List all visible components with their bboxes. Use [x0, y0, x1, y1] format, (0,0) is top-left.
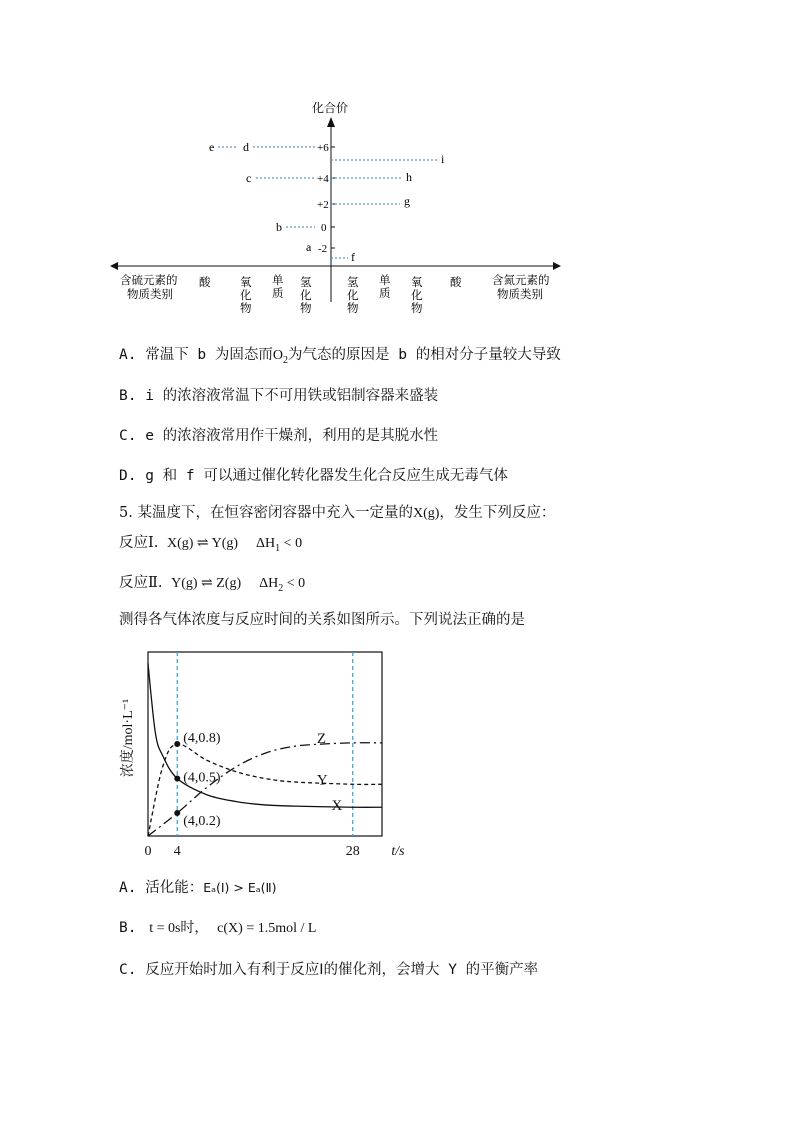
- label-e: e: [209, 140, 215, 154]
- annotation-1: (4,0.8): [183, 731, 221, 746]
- series-x-label: X: [331, 797, 343, 814]
- marked-point-2: [174, 776, 180, 782]
- label-b: b: [276, 220, 282, 234]
- tick-minus2: -2: [318, 243, 328, 255]
- category-s-oxide-1: 氧: [240, 277, 252, 289]
- left-axis-arrow: [110, 262, 118, 270]
- label-g: g: [404, 194, 410, 208]
- category-n-hydride-2: 化: [347, 290, 359, 302]
- category-s-element-2: 质: [272, 288, 284, 300]
- label-f: f: [351, 250, 355, 264]
- option-5a: [119, 878, 277, 898]
- option-1a-pre: A. 常温下 b 为固态而: [119, 347, 273, 363]
- category-s-hydride-2: 化: [300, 290, 312, 302]
- valence-diagram: [0, 0, 794, 330]
- reaction-1-equation: X(g) ⇌ Y(g) $\Delta H_1 < 0$: [166, 536, 303, 554]
- option-5a-formula: Eₐ(Ⅰ) > Eₐ(Ⅱ): [203, 880, 277, 895]
- reaction-1: [119, 533, 302, 559]
- label-a: a: [306, 240, 312, 254]
- category-n-hydride-3: 物: [347, 303, 359, 315]
- category-n-element-1: 单: [379, 275, 391, 287]
- category-n-oxide-2: 化: [411, 290, 423, 302]
- question-5-prompt: 测得各气体浓度与反应时间的关系如图所示。下列说法正确的是: [119, 612, 525, 628]
- option-1a-formula: $O_2$: [272, 348, 289, 366]
- tick-plus6: +6: [317, 142, 329, 154]
- category-s-element-1: 单: [272, 275, 284, 287]
- series-z-label: Z: [316, 731, 327, 748]
- option-5a-pre: A. 活化能：: [119, 880, 204, 896]
- label-c: c: [246, 171, 252, 185]
- reaction-2: [119, 573, 305, 599]
- x-axis-label: t/s: [391, 844, 405, 859]
- category-n-oxide-1: 氧: [411, 277, 423, 289]
- option-5b-pre: B.: [119, 920, 137, 936]
- category-n-hydride-1: 氢: [347, 277, 359, 289]
- category-s-hydride-1: 氢: [300, 277, 312, 289]
- option-5b-formula-1: t = 0s时，: [149, 921, 209, 936]
- reaction-1-label: 反应Ⅰ.: [119, 535, 159, 551]
- marked-point-1: [174, 741, 180, 747]
- left-end-label-line1: 含硫元素的: [120, 275, 178, 287]
- option-1d: D. g 和 f 可以通过催化转化器发生化合反应生成无毒气体: [119, 468, 508, 484]
- label-h: h: [406, 170, 412, 184]
- option-1a: [119, 345, 561, 371]
- category-s-oxide-2: 化: [240, 290, 252, 302]
- annotation-3: (4,0.2): [183, 814, 221, 829]
- category-n-oxide-3: 物: [411, 303, 423, 315]
- option-1a-post: 为气态的原因是 b 的相对分子量较大导致: [288, 347, 561, 363]
- reaction-2-equation: Y(g) ⇌ Z(g) $\Delta H_2 < 0$: [171, 576, 306, 594]
- option-1c: C. e 的浓溶液常用作干燥剂，利用的是其脱水性: [119, 428, 439, 444]
- series-y-label: Y: [316, 772, 328, 789]
- y-axis-label: 化合价: [312, 101, 349, 115]
- x-tick-28: 28: [345, 844, 360, 859]
- right-end-label-line1: 含氮元素的: [492, 275, 550, 287]
- stem-formula: X(g): [412, 506, 440, 521]
- option-1b: B. i 的浓溶液常温下不可用铁或铝制容器来盛装: [119, 388, 439, 404]
- right-axis-arrow: [553, 262, 561, 270]
- y-axis-label: 浓度/mol·L⁻¹: [121, 698, 136, 778]
- option-5c: C. 反应开始时加入有利于反应Ⅰ的催化剂，会增大 Y 的平衡产率: [119, 962, 539, 978]
- left-end-label-line2: 物质类别: [127, 289, 173, 301]
- marked-point-3: [174, 810, 180, 816]
- concentration-time-chart: [0, 640, 794, 870]
- category-n-acid: 酸: [450, 277, 462, 289]
- reaction-2-label: 反应Ⅱ.: [119, 575, 163, 591]
- tick-zero: 0: [321, 222, 327, 234]
- category-s-acid: 酸: [199, 277, 211, 289]
- label-i: i: [441, 152, 445, 166]
- tick-plus2: +2: [317, 199, 329, 211]
- label-d: d: [243, 140, 249, 154]
- tick-plus4: +4: [317, 173, 329, 185]
- annotation-2: (4,0.5): [183, 770, 221, 786]
- option-5b: [119, 918, 316, 939]
- x-tick-4: 4: [173, 844, 181, 859]
- category-n-element-2: 质: [379, 288, 391, 300]
- right-end-label-line2: 物质类别: [497, 289, 543, 301]
- category-s-hydride-3: 物: [300, 303, 312, 315]
- category-s-oxide-3: 物: [240, 303, 252, 315]
- question-5-stem: 5. 某温度下，在恒容密闭容器中充入一定量的X(g)，发生下列反应：: [119, 505, 556, 521]
- vertical-axis-arrow: [327, 117, 335, 127]
- x-tick-0: 0: [144, 844, 152, 859]
- option-5b-formula-2: c(X) = 1.5mol / L: [217, 921, 317, 936]
